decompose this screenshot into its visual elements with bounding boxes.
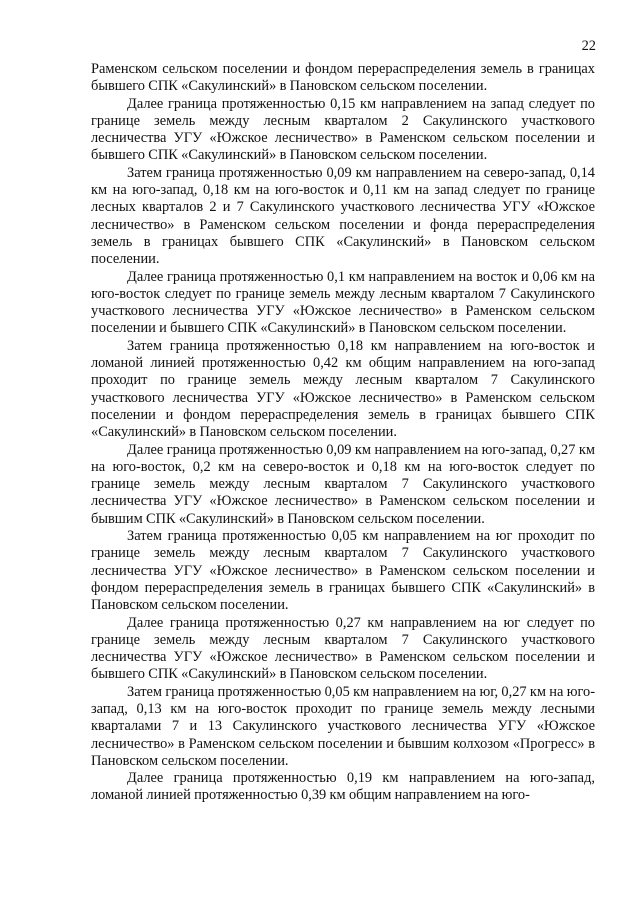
paragraph-continuation: Раменском сельском поселении и фондом перераспределения земель в границах бывшего СПК «Сакулинский» в Пановском сельском поселении. [91,61,595,95]
paragraph: Затем граница протяженностью 0,05 км направлением на юг проходит по границе земель между лесным кварталом 7 Сакулинского участкового лесничества УГУ «Южское лесничество» в Раменском сельском поселении и фондом перераспределения земель в границах бывшего СПК «Сакулинский» в Пановском сельском поселении. [91,528,595,614]
paragraph: Далее граница протяженностью 0,27 км направлением на юг следует по границе земель между лесным кварталом 7 Сакулинского участкового лесничества УГУ «Южское лесничество» в Раменском сельском поселении и бывшего СПК «Сакулинский» в Пановском сельском поселении. [91,614,595,683]
page-number: 22 [581,38,596,54]
document-body [91,61,595,805]
paragraph: Далее граница протяженностью 0,1 км направлением на восток и 0,06 км на юго-восток следует по границе земель между лесным кварталом 7 Сакулинского участкового лесничества УГУ «Южское лесничество» в Раменском сельском поселении и бывшего СПК «Сакулинский» в Пановском сельском поселении. [91,268,595,337]
paragraph: Далее граница протяженностью 0,15 км направлением на запад следует по границе земель между лесным кварталом 2 Сакулинского участкового лесничества УГУ «Южское лесничество» в Раменском сельском поселении и бывшего СПК «Сакулинский» в Пановском сельском поселении. [91,95,595,164]
paragraph: Затем граница протяженностью 0,09 км направлением на северо-запад, 0,14 км на юго-запад, 0,18 км на юго-восток и 0,11 км на запад следует по границе лесных кварталов 2 и 7 Сакулинского участкового лесничества УГУ «Южское лесничество» в Раменском сельском поселении и фонда перераспределения земель в границах бывшего СПК «Сакулинский» в Пановском сельском поселении. [91,164,595,268]
paragraph: Затем граница протяженностью 0,18 км направлением на юго-восток и ломаной линией протяженностью 0,42 км общим направлением на юго-запад проходит по границе земель между лесным кварталом 7 Сакулинского участкового лесничества УГУ «Южское лесничество» в Раменском сельском поселении и фондом перераспределения земель в границах бывшего СПК «Сакулинский» в Пановском сельском поселении. [91,337,595,441]
paragraph: Далее граница протяженностью 0,19 км направлением на юго-запад, ломаной линией протяженностью 0,39 км общим направлением на юго- [91,770,595,804]
paragraph: Далее граница протяженностью 0,09 км направлением на юго-запад, 0,27 км на юго-восток, 0,2 км на северо-восток и 0,18 км на юго-восток следует по границе земель между лесным кварталом 7 Сакулинского участкового лесничества УГУ «Южское лесничество» в Раменском сельском поселении и бывшим СПК «Сакулинский» в Пановском сельском поселении. [91,441,595,527]
paragraph: Затем граница протяженностью 0,05 км направлением на юг, 0,27 км на юго-запад, 0,13 км на юго-восток проходит по границе земель между лесными кварталами 7 и 13 Сакулинского участкового лесничества УГУ «Южское лесничество» в Раменском сельском поселении и бывшим колхозом «Прогресс» в Пановском сельском поселении. [91,683,595,769]
